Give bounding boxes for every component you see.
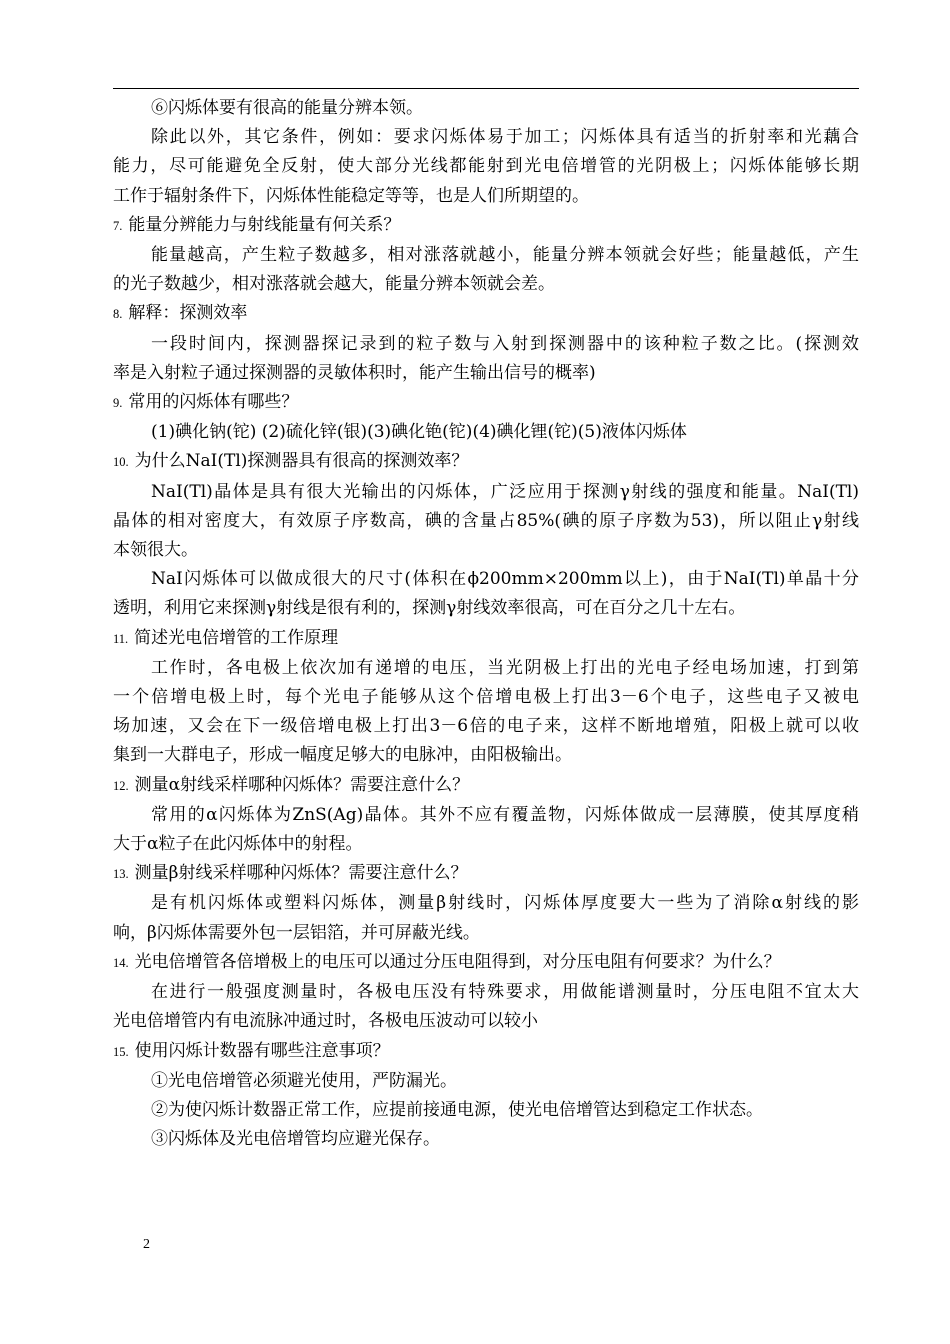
question-number: 7.	[113, 218, 123, 233]
paragraph-line: 在进行一般强度测量时，各极电压没有特殊要求，用做能谱测量时，分压电阻不宜太大	[151, 982, 859, 1003]
paragraph-line: 率是入射粒子通过探测器的灵敏体积时，能产生输出信号的概率)	[113, 362, 596, 383]
paragraph-line: 响，β闪烁体需要外包一层铝箔，并可屏蔽光线。	[113, 922, 480, 943]
paragraph-line: NaI闪烁体可以做成很大的尺寸(体积在ϕ200mm×200mm以上)，由于NaI(Tl)单晶十分	[151, 569, 859, 590]
question-line	[113, 299, 859, 329]
question-line	[113, 1037, 859, 1067]
question-text: 测量α射线采样哪种闪烁体？需要注意什么？	[134, 774, 470, 795]
paragraph-line: 除此以外，其它条件，例如：要求闪烁体易于加工；闪烁体具有适当的折射率和光藕合	[151, 127, 859, 148]
question-number: 12.	[113, 778, 129, 793]
paragraph-line: 常用的α闪烁体为ZnS(Ag)晶体。其外不应有覆盖物，闪烁体做成一层薄膜，使其厚度稍	[151, 804, 859, 825]
question-text: 使用闪烁计数器有哪些注意事项？	[134, 1040, 390, 1061]
question-line	[113, 211, 859, 241]
paragraph-line: 大于α粒子在此闪烁体中的射程。	[113, 834, 363, 855]
question-number: 8.	[113, 307, 123, 322]
paragraph-line: 光电倍增管内有电流脉冲通过时，各极电压波动可以较小	[113, 1011, 538, 1032]
question-text: 能量分辨能力与射线能量有何关系？	[128, 214, 401, 235]
question-text: 简述光电倍增管的工作原理	[134, 627, 339, 648]
question-text: 光电倍增管各倍增极上的电压可以通过分压电阻得到，对分压电阻有何要求？为什么？	[134, 951, 781, 972]
paragraph-line: ②为使闪烁计数器正常工作，应提前接通电源，使光电倍增管达到稳定工作状态。	[151, 1099, 763, 1120]
paragraph-line: 能力，尽可能避免全反射，使大部分光线都能射到光电倍增管的光阴极上；闪烁体能够长期	[113, 156, 859, 177]
question-number: 14.	[113, 955, 129, 970]
paragraph-line: ⑥闪烁体要有很高的能量分辨本领。	[151, 98, 423, 118]
question-line	[113, 447, 859, 477]
question-text: 常用的闪烁体有哪些？	[128, 392, 299, 413]
header-rule	[113, 88, 859, 89]
paragraph-line: 集到一大群电子，形成一幅度足够大的电脉冲，由阳极输出。	[113, 745, 572, 766]
paragraph-line: ③闪烁体及光电倍增管均应避光保存。	[151, 1129, 440, 1150]
paragraph-line: 一段时间内，探测器探记录到的粒子数与入射到探测器中的该种粒子数之比。(探测效	[151, 333, 859, 354]
question-text: 为什么NaI(Tl)探测器具有很高的探测效率？	[134, 451, 469, 472]
paragraph-line: 工作时，各电极上依次加有递增的电压，当光阴极上打出的光电子经电场加速，打到第	[151, 657, 859, 678]
paragraph-line: 一个倍增电极上时，每个光电子能够从这个倍增电极上打出3－6个电子，这些电子又被电	[113, 687, 859, 708]
paragraph-line: 工作于辐射条件下，闪烁体性能稳定等等，也是人们所期望的。	[113, 185, 589, 206]
question-line	[113, 388, 859, 418]
question-number: 11.	[113, 631, 129, 646]
question-line	[113, 624, 859, 654]
paragraph-line: 能量越高，产生粒子数越多，相对涨落就越小，能量分辨本领就会好些；能量越低，产生	[151, 245, 859, 266]
question-number: 9.	[113, 396, 123, 411]
question-text: 解释：探测效率	[128, 303, 248, 324]
question-number: 10.	[113, 455, 129, 470]
question-text: 测量β射线采样哪种闪烁体？需要注意什么？	[134, 863, 468, 884]
paragraph-line: 透明，利用它来探测γ射线是很有利的，探测γ射线效率很高，可在百分之几十左右。	[113, 598, 746, 619]
question-line	[113, 859, 859, 889]
paragraph-line: NaI(Tl)晶体是具有很大光输出的闪烁体，广泛应用于探测γ射线的强度和能量。NaI(Tl)	[151, 481, 859, 502]
question-number: 15.	[113, 1044, 129, 1059]
paragraph-line: 场加速，又会在下一级倍增电极上打出3－6倍的电子来，这样不断地增殖，阳极上就可以收	[113, 716, 859, 737]
question-line	[113, 948, 859, 978]
paragraph-line: 晶体的相对密度大，有效原子序数高，碘的含量占85%(碘的原子序数为53)，所以阻止γ射线	[113, 510, 859, 531]
paragraph-line: 本领很大。	[113, 540, 198, 561]
document-body	[113, 94, 859, 1154]
paragraph-line: ①光电倍增管必须避光使用，严防漏光。	[151, 1070, 457, 1091]
question-line	[113, 771, 859, 801]
question-number: 13.	[113, 867, 129, 882]
page-number: 2	[143, 1237, 150, 1252]
paragraph-line: (1)碘化钠(铊) (2)硫化锌(银)(3)碘化铯(铊)(4)碘化锂(铊)(5)液体闪烁体	[151, 422, 687, 443]
paragraph-line: 是有机闪烁体或塑料闪烁体，测量β射线时，闪烁体厚度要大一些为了消除α射线的影	[151, 893, 859, 914]
paragraph-line: 的光子数越少，相对涨落就会越大，能量分辨本领就会差。	[113, 274, 555, 295]
